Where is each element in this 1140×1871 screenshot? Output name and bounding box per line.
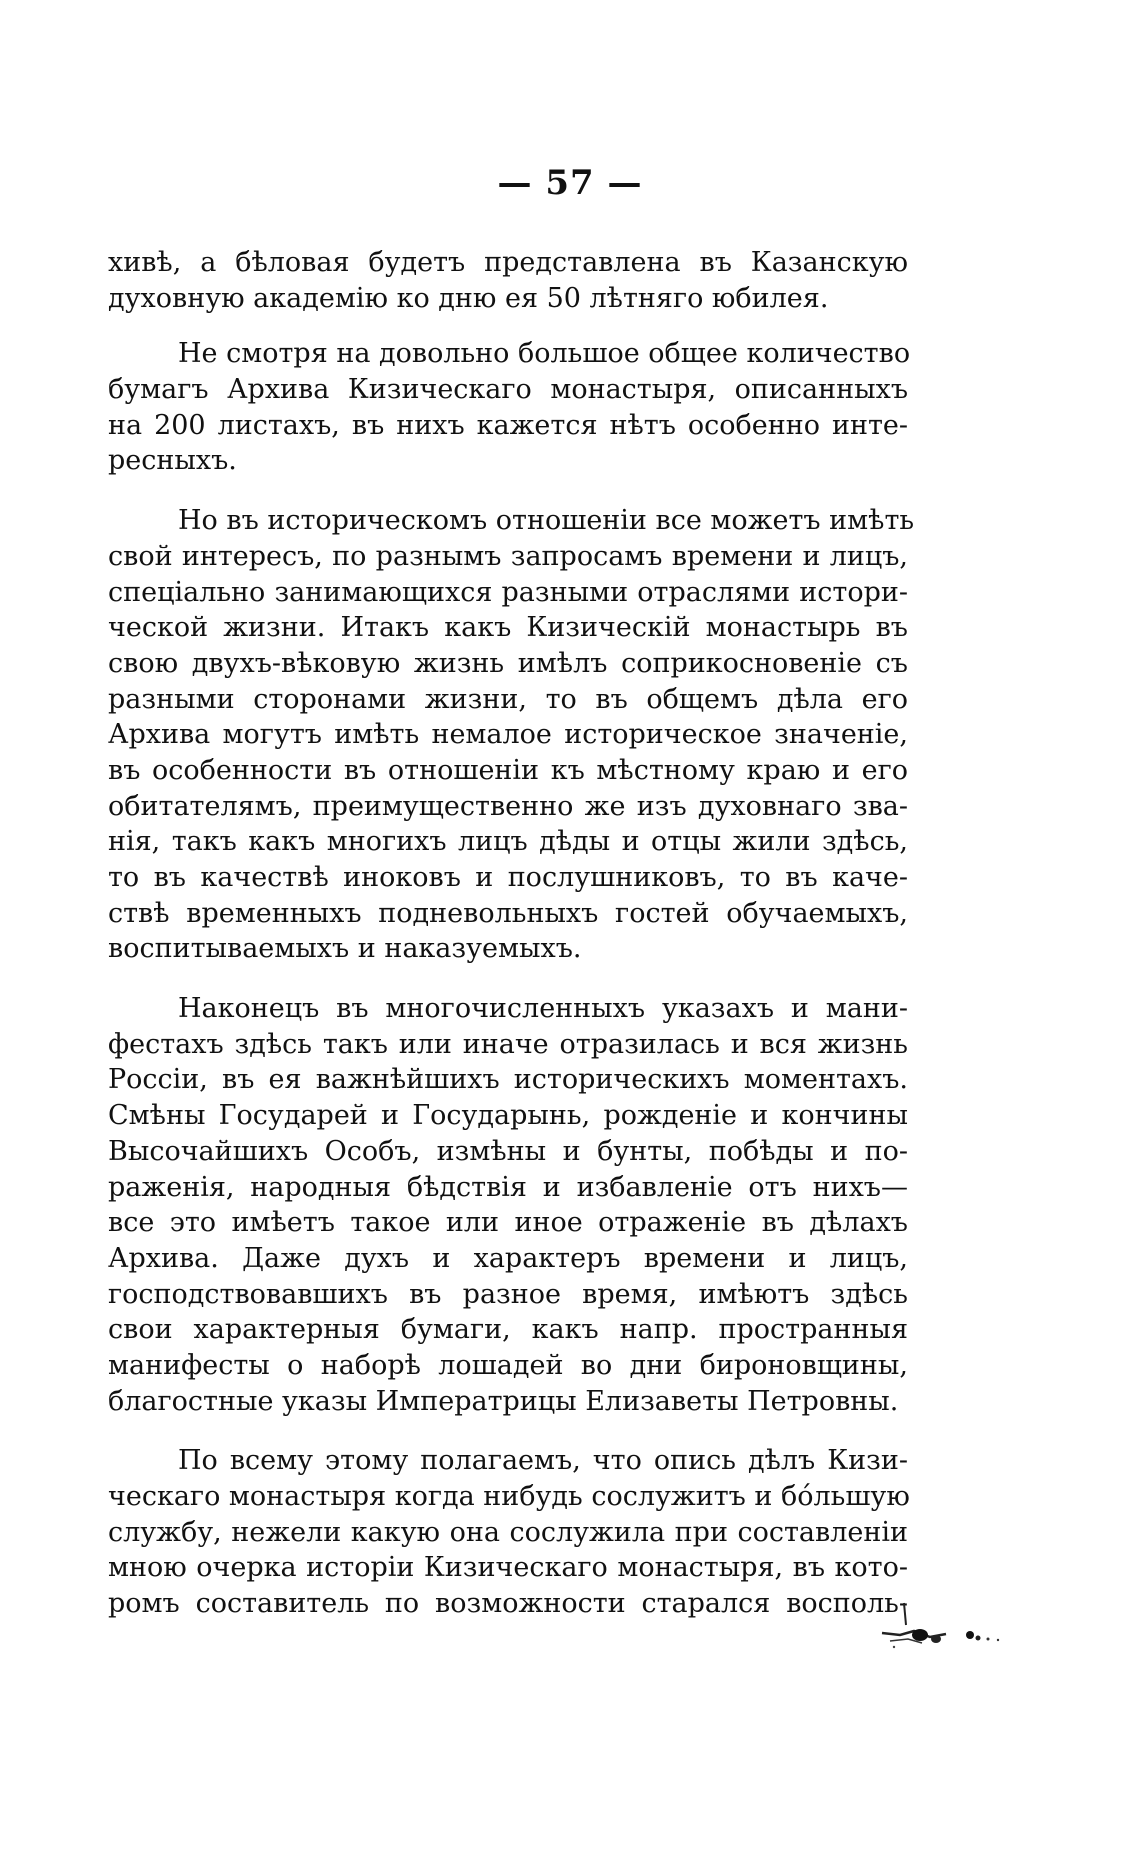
text-line: хивѣ, а бѣловая будетъ представлена въ Казанскую xyxy=(108,247,908,278)
text-line: Смѣны Государей и Государынь, рожденіе и кончины xyxy=(108,1100,908,1132)
text-line: ствѣ временныхъ подневольныхъ гостей обучаемыхъ, xyxy=(108,897,908,929)
text-line: духовную академію ко дню ея 50 лѣтняго юбилея. xyxy=(108,282,829,314)
text-line: свою двухъ-вѣковую жизнь имѣлъ соприкосновеніе съ xyxy=(108,647,908,679)
text-line: воспитываемыхъ и наказуемыхъ. xyxy=(108,933,582,965)
paragraph xyxy=(108,991,908,1419)
paragraph xyxy=(108,1443,908,1621)
text-line: ческой жизни. Итакъ какъ Кизическій монастырь въ xyxy=(108,612,908,644)
text-line: спеціально занимающихся разными отраслями истори- xyxy=(108,576,908,608)
text-line: Не смотря на довольно большое общее количество xyxy=(178,338,911,370)
text-line: Архива могутъ имѣть немалое историческое значеніе, xyxy=(108,719,908,751)
text-line: все это имѣетъ такое или иное отраженіе въ дѣлахъ xyxy=(108,1207,908,1239)
page-number: — 57 — xyxy=(497,163,643,203)
text-line: господствовавшихъ въ разное время, имѣютъ здѣсь xyxy=(108,1278,908,1310)
text-line: ромъ составитель по возможности старался восполь- xyxy=(108,1588,908,1620)
paragraph xyxy=(108,336,911,479)
text-line: Наконецъ въ многочисленныхъ указахъ и мани- xyxy=(178,993,908,1025)
text-line: мною очерка исторіи Кизическаго монастыря, въ кото- xyxy=(108,1552,908,1584)
text-line: Россіи, въ ея важнѣйшихъ историческихъ моментахъ. xyxy=(108,1064,908,1096)
text-line: обитателямъ, преимущественно же изъ духовнаго зва- xyxy=(108,790,908,822)
text-line: фестахъ здѣсь такъ или иначе отразилась и вся жизнь xyxy=(108,1028,908,1060)
text-line: благостные указы Императрицы Елизаветы Петровны. xyxy=(108,1385,899,1417)
text-line: бумагъ Архива Кизическаго монастыря, описанныхъ xyxy=(108,374,908,406)
text-line: ческаго монастыря когда нибудь сослужитъ и бóльшую xyxy=(108,1481,910,1512)
text-line: свои характерныя бумаги, какъ напр. пространныя xyxy=(108,1314,908,1346)
text-line: разными сторонами жизни, то въ общемъ дѣла его xyxy=(108,683,908,715)
text-line: нія, такъ какъ многихъ лицъ дѣды и отцы жили здѣсь, xyxy=(108,826,908,858)
text-line: ресныхъ. xyxy=(108,445,237,477)
text-line: Высочайшихъ Особъ, измѣны и бунты, побѣды и по- xyxy=(108,1135,908,1167)
text-line: Но въ историческомъ отношеніи все можетъ имѣть xyxy=(178,505,915,537)
text-line: Архива. Даже духъ и характеръ времени и лицъ, xyxy=(108,1242,908,1274)
body-text xyxy=(108,245,915,1646)
text-line: на 200 листахъ, въ нихъ кажется нѣтъ особенно инте- xyxy=(108,409,908,441)
text-line: По всему этому полагаемъ, что опись дѣлъ Кизи- xyxy=(178,1445,908,1477)
ink-specks-decoration xyxy=(860,1595,1060,1665)
paragraph xyxy=(108,245,908,316)
text-line: службу, нежели какую она сослужила при составленіи xyxy=(108,1516,908,1548)
text-line: то въ качествѣ иноковъ и послушниковъ, то въ каче- xyxy=(108,862,908,893)
text-line: раженія, народныя бѣдствія и избавленіе отъ нихъ— xyxy=(108,1171,908,1203)
text-line: въ особенности въ отношеніи къ мѣстному краю и его xyxy=(108,754,908,786)
text-line: свой интересъ, по разнымъ запросамъ времени и лицъ, xyxy=(108,540,908,572)
paragraph xyxy=(108,503,915,967)
text-line: манифесты о наборѣ лошадей во дни бироновщины, xyxy=(108,1349,908,1381)
